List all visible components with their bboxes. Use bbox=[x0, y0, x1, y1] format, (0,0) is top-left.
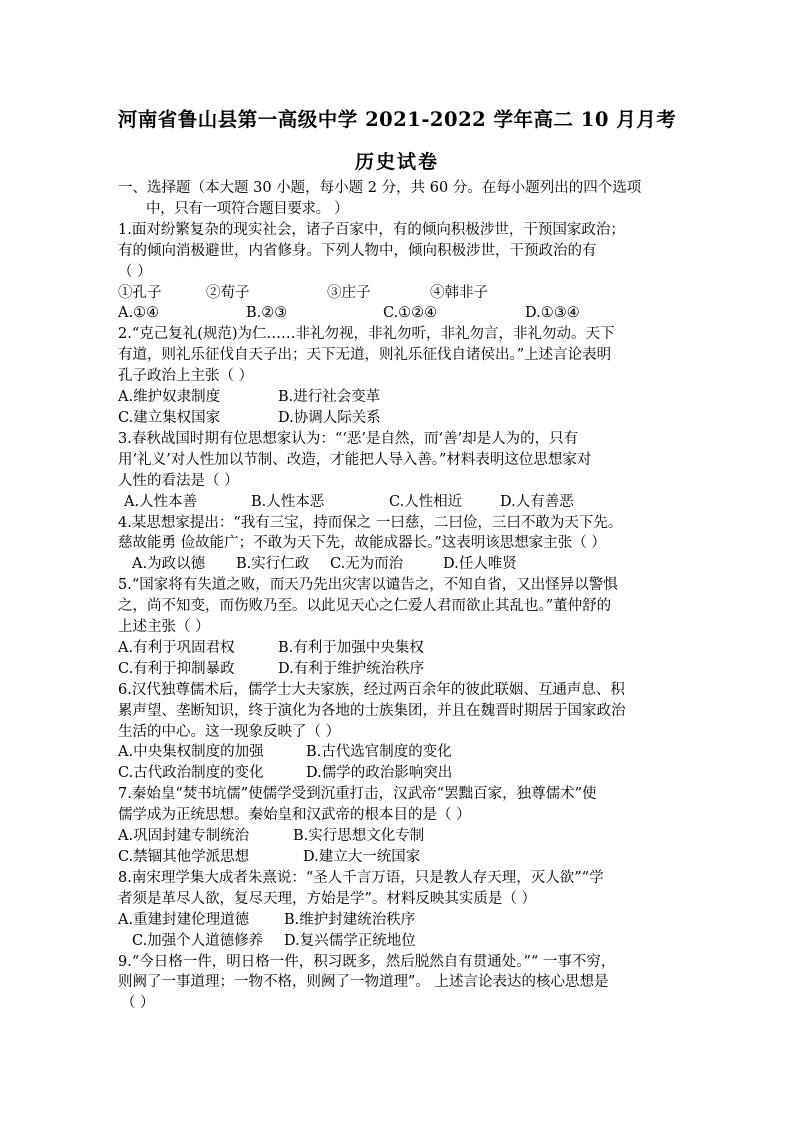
question-6-options-ab bbox=[118, 742, 678, 763]
option-a: A.维护奴隶制度 bbox=[118, 389, 221, 406]
option-b: B.实行思想文化专制 bbox=[293, 828, 425, 845]
question-6-stem: 6.汉代独尊儒术后，儒学士大夫家族，经过两百余年的彼此联姻、互通声息、积 bbox=[118, 681, 625, 698]
option-d: D.协调人际关系 bbox=[278, 409, 381, 426]
section-instructions-cont: 中，只有一项符合题目要求。 ） bbox=[146, 200, 349, 217]
option-c: C.①②④ bbox=[383, 305, 438, 322]
question-content bbox=[118, 178, 678, 1014]
question-2-stem: 2.“克己复礼(规范)为仁……非礼勿视，非礼勿听，非礼勿言，非礼勿动。天下 bbox=[118, 326, 615, 343]
option-b: B.实行仁政 bbox=[236, 556, 310, 573]
question-8-stem: 8.南宋理学集大成者朱熹说：“圣人千言万语，只是教人存天理，灭人欲”“学 bbox=[118, 869, 604, 886]
option-a: A.①④ bbox=[118, 305, 160, 322]
list-item: ④韩非子 bbox=[430, 284, 488, 301]
question-2-options-cd bbox=[118, 408, 678, 429]
option-a: A.为政以德 bbox=[132, 556, 206, 573]
question-8-options-ab bbox=[118, 910, 678, 931]
question-1-stem-cont: 有的倾向消极避世，内省修身。下列人物中，倾向积极涉世，干预政治的有 bbox=[118, 242, 597, 259]
option-c: C.建立集权国家 bbox=[118, 409, 221, 426]
option-b: B.进行社会变革 bbox=[278, 389, 381, 406]
question-5-stem-end: 上述主张（ ） bbox=[118, 619, 210, 636]
option-d: D.建立大一统国家 bbox=[303, 849, 421, 865]
option-b: B.人性本恶 bbox=[251, 493, 325, 510]
exam-subject: 历史试卷 bbox=[354, 151, 439, 173]
question-5-options-cd bbox=[118, 659, 678, 680]
option-d: D.有利于维护统治秩序 bbox=[278, 660, 425, 677]
question-4-stem-cont: 慈故能勇 俭故能广；不敢为天下先，故能成器长。”这表明该思想家主张（ ） bbox=[118, 535, 606, 552]
exam-title: 河南省鲁山县第一高级中学 2021-2022 学年高二 10 月月考 bbox=[117, 108, 677, 131]
option-a: A.重建封建伦理道德 bbox=[118, 911, 250, 928]
question-9-blank: （ ） bbox=[121, 995, 155, 1012]
question-3-stem-end: 人性的看法是（ ） bbox=[118, 472, 239, 489]
question-8-options-cd bbox=[118, 931, 678, 952]
option-c: C.古代政治制度的变化 bbox=[118, 765, 264, 782]
question-4-stem: 4.某思想家提出：“我有三宝，持而保之 一曰慈，二曰俭，三曰不敢为天下先。 bbox=[118, 514, 623, 531]
question-6-stem-cont: 累声望、垄断知识，终于演化为各地的士族集团，并且在魏晋时期居于国家政治 bbox=[118, 702, 626, 719]
question-1-options bbox=[118, 303, 678, 324]
option-d: D.复兴儒学正统地位 bbox=[284, 932, 416, 949]
option-d: D.任人唯贤 bbox=[443, 556, 517, 573]
question-3-stem: 3.春秋战国时期有位思想家认为：“‘恶’是自然，而‘善’却是人为的，只有 bbox=[118, 430, 579, 447]
option-d: D.①③④ bbox=[525, 305, 580, 322]
option-b: B.②③ bbox=[246, 305, 288, 322]
question-7-options-ab bbox=[118, 826, 678, 847]
question-4-options bbox=[118, 554, 678, 575]
question-9-stem-cont: 则阙了一事道理；一物不格，则阙了一物道理”。 上述言论表达的核心思想是 bbox=[118, 974, 609, 991]
question-1-blank: （ ） bbox=[118, 263, 152, 280]
option-b: B.有利于加强中央集权 bbox=[278, 639, 424, 656]
list-item: ③庄子 bbox=[327, 284, 371, 301]
question-9-stem: 9.“今日格一件，明日格一件，积习既多，然后脱然自有贯通处。”“ 一事不穷， bbox=[118, 953, 616, 970]
option-a: A.中央集权制度的加强 bbox=[118, 744, 264, 761]
option-c: C.无为而治 bbox=[330, 556, 404, 573]
section-instructions: 一、选择题（本大题 30 小题，每小题 2 分，共 60 分。在每小题列出的四个选项 bbox=[118, 180, 642, 196]
question-6-stem-end: 生活的中心。这一现象反映了（ ） bbox=[118, 723, 341, 740]
option-a: A.人性本善 bbox=[124, 493, 198, 510]
question-5-stem-cont: 之，尚不知变，而伤败乃至。以此见天心之仁爱人君而欲止其乱也。”董仲舒的 bbox=[118, 598, 612, 615]
option-c: C.禁锢其他学派思想 bbox=[118, 849, 250, 865]
option-d: D.儒学的政治影响突出 bbox=[306, 765, 453, 782]
question-5-stem: 5.“国家将有失道之败，而天乃先出灾害以谴告之，不知自省，又出怪异以警惧 bbox=[118, 577, 618, 594]
question-1-stem: 1.面对纷繁复杂的现实社会，诸子百家中，有的倾向积极涉世，干预国家政治； bbox=[118, 221, 625, 238]
option-b: B.古代选官制度的变化 bbox=[306, 744, 452, 761]
question-7-stem: 7.秦始皇“焚书坑儒”使儒学受到沉重打击，汉武帝“罢黜百家，独尊儒术”使 bbox=[118, 786, 597, 803]
question-3-stem-cont: 用‘礼义’对人性加以节制、改造，才能把人导入善。”材料表明这位思想家对 bbox=[118, 451, 592, 468]
question-2-options-ab bbox=[118, 387, 678, 408]
question-8-stem-cont: 者须是革尽人欲，复尽天理，方始是学”。材料反映其实质是（ ） bbox=[118, 890, 537, 907]
question-1-items bbox=[118, 283, 678, 304]
option-a: A.巩固封建专制统治 bbox=[118, 828, 250, 845]
question-3-options bbox=[118, 492, 678, 513]
question-7-options-cd bbox=[118, 847, 678, 868]
list-item: ②荀子 bbox=[206, 284, 250, 301]
option-a: A.有利于巩固君权 bbox=[118, 639, 235, 656]
option-c: C.有利于抑制暴政 bbox=[118, 660, 235, 677]
question-2-stem-cont: 有道，则礼乐征伐自天子出；天下无道，则礼乐征伐自诸侯出。”上述言论表明 bbox=[118, 347, 612, 364]
list-item: ①孔子 bbox=[118, 284, 162, 301]
question-5-options-ab bbox=[118, 638, 678, 659]
question-7-stem-cont: 儒学成为正统思想。秦始皇和汉武帝的根本目的是（ ） bbox=[118, 807, 471, 824]
option-d: D.人有善恶 bbox=[500, 493, 574, 510]
question-6-options-cd bbox=[118, 763, 678, 784]
option-c: C.人性相近 bbox=[389, 493, 463, 510]
question-2-stem-end: 孔子政治上主张（ ） bbox=[118, 368, 254, 385]
option-b: B.维护封建统治秩序 bbox=[284, 911, 416, 928]
option-c: C.加强个人道德修养 bbox=[132, 932, 264, 949]
